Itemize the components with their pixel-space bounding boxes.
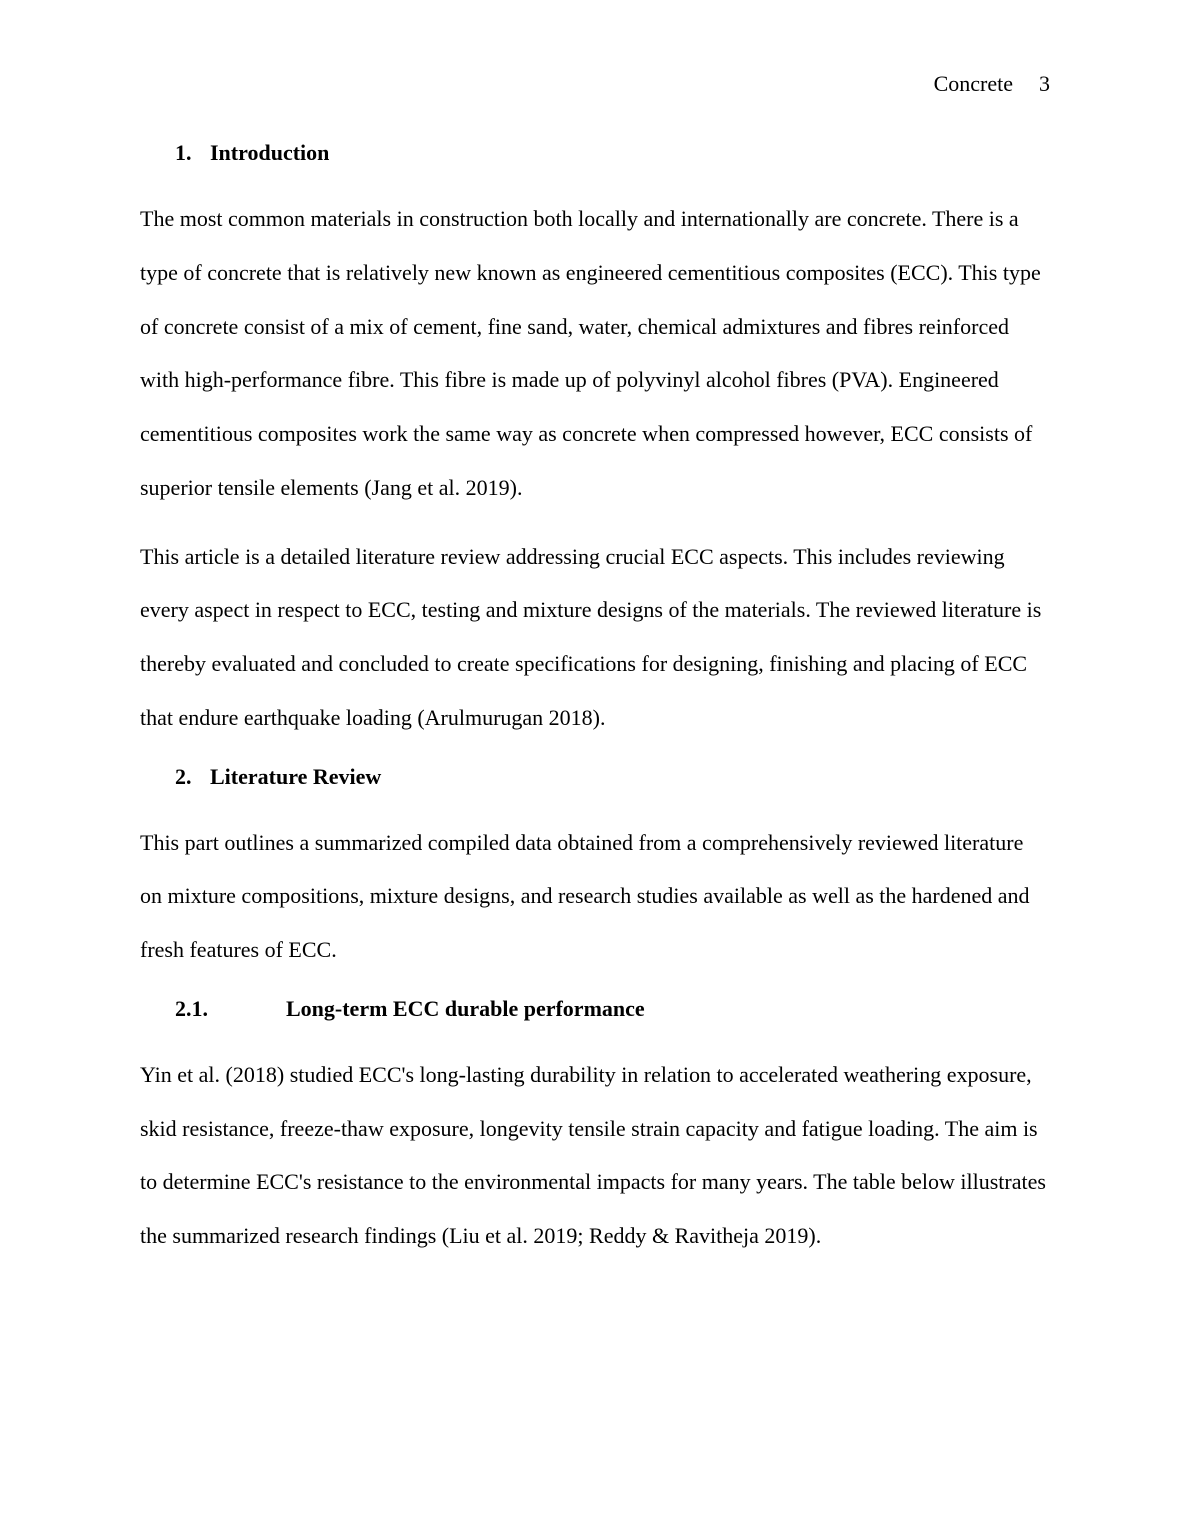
subsection-number: 2.1. xyxy=(175,995,208,1021)
paragraph: This part outlines a summarized compiled data obtained from a comprehensively reviewed literature on mixture compositions, mixture designs, and research studies available as well as the hardened and fresh features of ECC. xyxy=(140,829,1030,962)
paragraph: This article is a detailed literature review addressing crucial ECC aspects. This includes reviewing every aspect in respect to ECC, testing and mixture designs of the materials. The reviewed literature is thereby evaluated and concluded to create specifications for designing, finishing and placing of ECC that endure earthquake loading (Arulmurugan 2018). xyxy=(140,543,1042,730)
subsection-heading-durable-performance xyxy=(140,992,1050,1026)
section-title: Introduction xyxy=(210,140,330,165)
section-heading-literature-review xyxy=(140,760,1050,794)
section-number: 1. xyxy=(175,140,192,165)
paragraph: The most common materials in construction both locally and internationally are concrete. There is a type of concrete that is relatively new known as engineered cementitious composites (ECC). This type of concrete consist of a mix of cement, fine sand, water, chemical admixtures and fibres reinforced with high-performance fibre. This fibre is made up of polyvinyl alcohol fibres (PVA). Engineered cementitious composites work the same way as concrete when compressed however, ECC consists of superior tensile elements (Jang et al. 2019). xyxy=(140,206,1041,500)
document-body xyxy=(140,136,1050,1263)
running-head-title: Concrete xyxy=(933,71,1013,96)
subsection-title: Long-term ECC durable performance xyxy=(286,995,645,1021)
section-heading-introduction xyxy=(140,136,1050,170)
running-head xyxy=(934,70,1050,98)
paragraph: Yin et al. (2018) studied ECC's long-lasting durability in relation to accelerated weathering exposure, skid resistance, freeze-thaw exposure, longevity tensile strain capacity and fatigue loading. The aim is to determine ECC's resistance to the environmental impacts for many years. The table below illustrates the summarized research findings (Liu et al. 2019; Reddy & Ravitheja 2019). xyxy=(140,1061,1046,1248)
page-number: 3 xyxy=(1039,71,1050,96)
section-title: Literature Review xyxy=(210,763,382,789)
section-number: 2. xyxy=(175,763,192,789)
